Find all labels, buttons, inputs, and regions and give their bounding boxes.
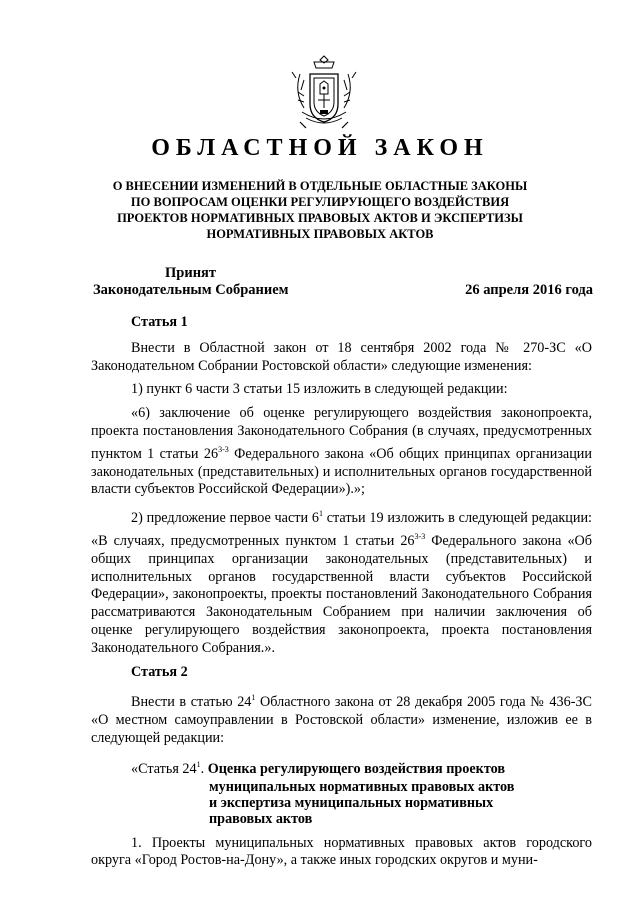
article-1-item-1-text	[91, 405, 592, 499]
article-2-paragraph-1: 1. Проекты муниципальных нормативных правовых актов городского округа «Город Ростов-на-Дону», а также иных городских округов и муни-	[91, 834, 592, 869]
law-title-line: НОРМАТИВНЫХ ПРАВОВЫХ АКТОВ	[206, 227, 434, 241]
text-run: Федерального закона «Об общих принципах организации законодательных (представительных) и исполнительных органов государственной власти субъектов Российской Федерации»).»;	[91, 445, 592, 498]
adopted-by: Законодательным Собранием	[93, 282, 289, 298]
law-title-line: О ВНЕСЕНИИ ИЗМЕНЕНИЙ В ОТДЕЛЬНЫЕ ОБЛАСТНЫЕ ЗАКОНЫ	[112, 179, 528, 193]
article-1-heading: Статья 1	[131, 314, 188, 330]
law-title-line: ПО ВОПРОСАМ ОЦЕНКИ РЕГУЛИРУЮЩЕГО ВОЗДЕЙСТВИЯ	[130, 195, 510, 209]
text-run: Федерального закона «Об общих принципах организации законодательных (представительных) и исполнительных органов государственной власти субъектов Российской Федерации», законопроекты, проекты постановлений Законодательного Собрания рассматриваются Законодательным Собранием при наличии заключения об оценке регулирующего воздействия законопроекта, проекта постановления Законодательного Собрания.».	[91, 532, 593, 656]
text-run: статьи 19 изложить в следующей редакции: «В случаях, предусмотренных пунктом 1 статьи 26	[91, 510, 592, 549]
adopted-label: Принят	[165, 265, 217, 281]
law-title-line: ПРОЕКТОВ НОРМАТИВНЫХ ПРАВОВЫХ АКТОВ И ЭКСПЕРТИЗЫ	[117, 211, 523, 225]
article-1-intro: Внести в Областной закон от 18 сентября 2002 года № 270-ЗС «О Законодательном Собрании Ростовской области» следующие изменения:	[91, 339, 592, 374]
text-run: Внести в статью 24	[131, 694, 252, 711]
quoted-title-line: муниципальных нормативных правовых актов	[209, 778, 515, 795]
quoted-title-line: и экспертиза муниципальных нормативных	[209, 794, 494, 811]
quoted-title-line: Оценка регулирующего воздействия проектов	[207, 760, 506, 777]
article-1-item-1: 1) пункт 6 части 3 статьи 15 изложить в следующей редакции:	[131, 381, 508, 398]
superscript: 1	[251, 693, 256, 703]
law-body	[91, 314, 592, 876]
superscript: 3-3	[218, 444, 229, 454]
quoted-title-line: правовых актов	[209, 810, 313, 827]
article-2-heading: Статья 2	[131, 663, 188, 680]
article-1-item-2	[91, 505, 592, 657]
law-title	[100, 178, 540, 242]
text-run: «Статья 24	[131, 760, 197, 777]
text-run: .	[200, 760, 208, 777]
adoption-date: 26 апреля 2016 года	[465, 282, 593, 298]
coat-of-arms-icon	[290, 52, 358, 134]
article-2-intro	[91, 689, 592, 747]
text-run: «6) заключение об оценке регулирующего воздействия законопроекта, проекта постановления Законодательного Собрания (в случаях, предусмотренных пунктом 1 статьи 26	[91, 405, 592, 462]
superscript: 3-3	[414, 531, 426, 541]
superscript: 1	[318, 509, 323, 519]
text-run: 2) предложение первое части 6	[131, 510, 319, 527]
law-type-heading: ОБЛАСТНОЙ ЗАКОН	[151, 135, 489, 161]
superscript: 1	[196, 759, 201, 769]
text-run: Областного закона от 28 декабря 2005 года № 436-ЗС «О местном самоуправлении в Ростовской области» изменение, изложив ее в следующей редакции:	[91, 694, 592, 746]
quoted-article-heading	[131, 756, 592, 827]
